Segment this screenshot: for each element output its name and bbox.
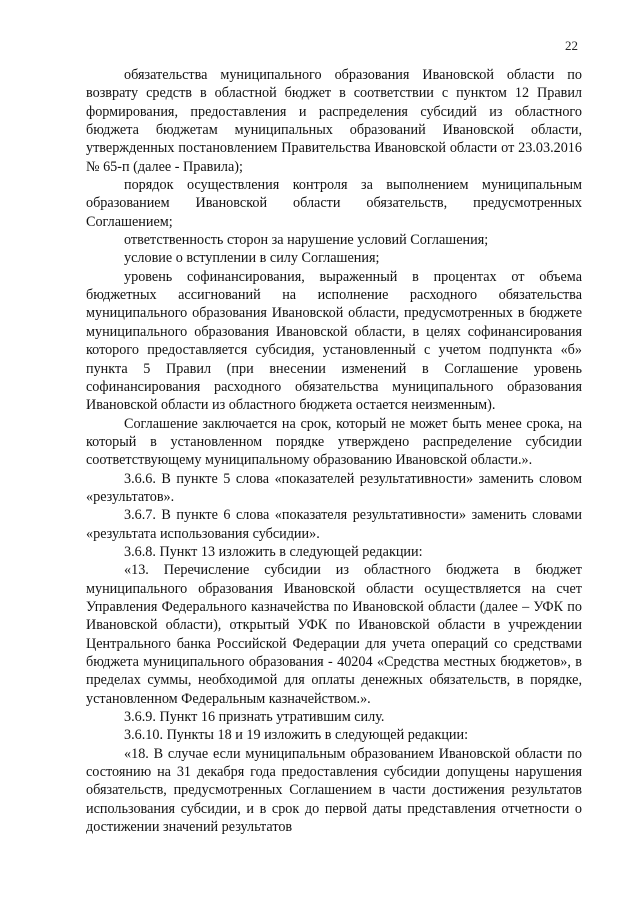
document-body [86, 66, 582, 836]
paragraph: 3.6.6. В пункте 5 слова «показателей результативности» заменить словом «результатов». [86, 470, 582, 505]
paragraph: 3.6.9. Пункт 16 признать утратившим силу. [124, 709, 385, 726]
paragraph: «13. Перечисление субсидии из областного бюджета в бюджет муниципального образования Ивановской области осуществляется на счет Управления Федерального казначейства по Ивановской области (далее – УФК по Ивановской области), открытый УФК по Ивановской области в учреждении Центрального банка Российской Федерации для учета операций со средствами бюджета муниципального образования - 40204 «Средства местных бюджетов», в пределах суммы, необходимой для оплаты денежных обязательств, в порядке, установленном Федеральным казначейством.». [86, 562, 582, 707]
paragraph: Соглашение заключается на срок, который не может быть менее срока, на который в установленном порядке утверждено распределение субсидии соответствующему муниципальному образованию Ивановской области.». [86, 415, 582, 469]
paragraph: 3.6.7. В пункте 6 слова «показателя результативности» заменить словами «результата использования субсидии». [86, 507, 582, 542]
paragraph: обязательства муниципального образования Ивановской области по возврату средств в областной бюджет в соответствии с пунктом 12 Правил формирования, предоставления и распределения субсидий из областного бюджета бюджетам муниципальных образований Ивановской области, утвержденных постановлением Правительства Ивановской области от 23.03.2016 № 65-п (далее - Правила); [86, 67, 582, 175]
paragraph: уровень софинансирования, выраженный в процентах от объема бюджетных ассигнований на исполнение расходного обязательства муниципального образования Ивановской области, предусмотренных в бюджете муниципального образования Ивановской области, в целях софинансирования которого предоставляется субсидия, установленный с учетом подпункта «б» пункта 5 Правил (при внесении изменений в Соглашение уровень софинансирования расходного обязательства муниципального образования Ивановской области из областного бюджета остается неизменным). [86, 268, 582, 414]
paragraph: ответственность сторон за нарушение условий Соглашения; [124, 232, 489, 249]
paragraph: «18. В случае если муниципальным образованием Ивановской области по состоянию на 31 декабря года предоставления субсидии допущены нарушения обязательств, предусмотренных Соглашением в части достижения результатов использования субсидии, и в срок до первой даты представления отчетности о достижении значений результатов [86, 745, 582, 836]
paragraph: 3.6.10. Пункты 18 и 19 изложить в следующей редакции: [124, 727, 469, 744]
paragraph: 3.6.8. Пункт 13 изложить в следующей редакции: [124, 543, 423, 560]
paragraph: порядок осуществления контроля за выполнением муниципальным образованием Ивановской области обязательств, предусмотренных Соглашением; [86, 177, 582, 230]
page-number: 22 [565, 38, 578, 53]
paragraph: условие о вступлении в силу Соглашения; [124, 250, 380, 267]
